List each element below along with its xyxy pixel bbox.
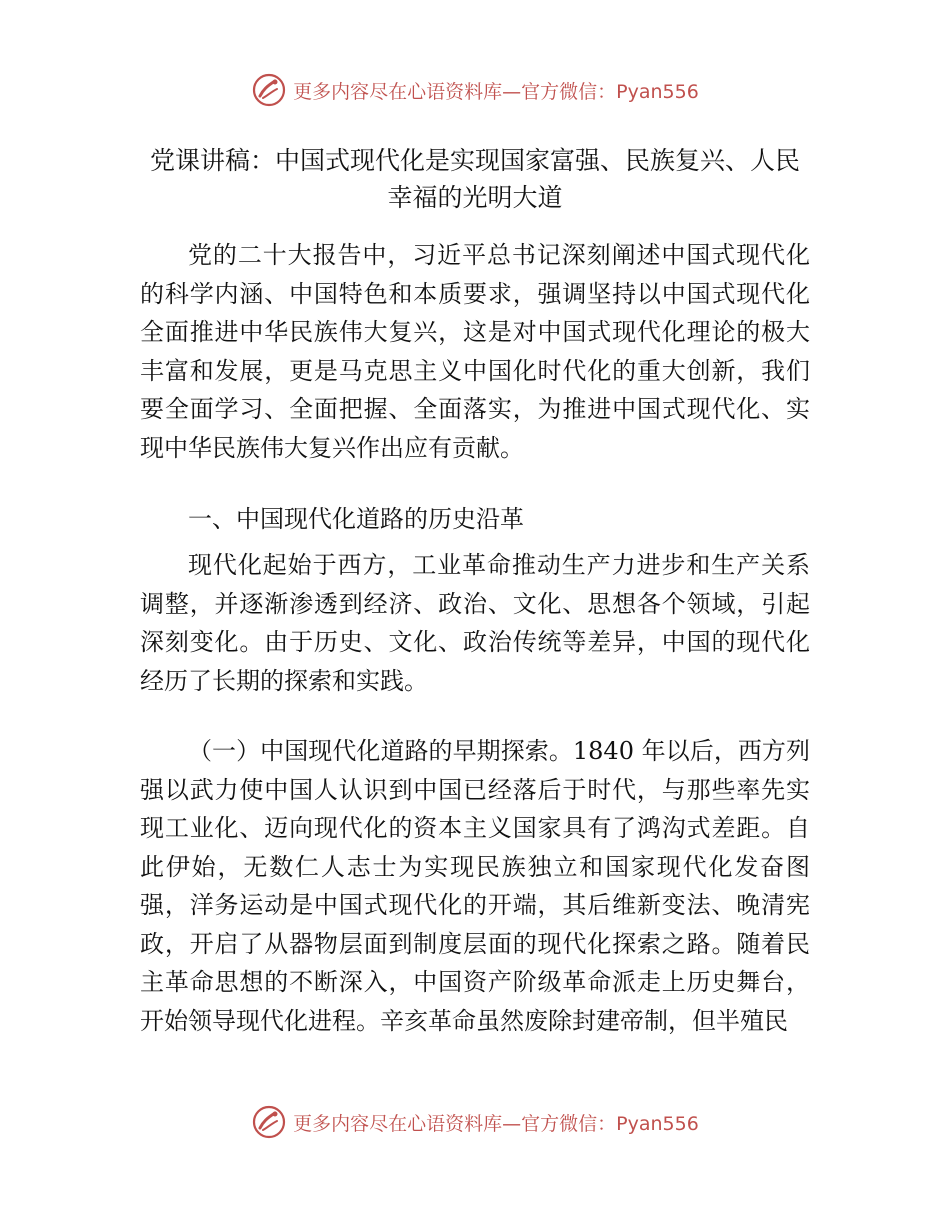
hand-with-pen-logo-icon (251, 72, 287, 108)
paragraph-early-exploration: （一）中国现代化道路的早期探索。1840 年以后，西方列强以武力使中国人认识到中国已经落后于时代，与那些率先实现工业化、迈向现代化的资本主义国家具有了鸿沟式差距。自此伊始，无数仁人志士为实现民族独立和国家现代化发奋图强，洋务运动是中国式现代化的开端，其后维新变法、晚清宪政，开启了从器物层面到制度层面的现代化探索之路。随着民主革命思想的不断深入，中国资产阶级革命派走上历史舞台，开始领导现代化进程。辛亥革命虽然废除封建帝制，但半殖民 (140, 737, 810, 1035)
hand-with-pen-logo-icon (251, 1104, 287, 1140)
paragraph-modernization-origin: 现代化起始于西方，工业革命推动生产力进步和生产关系调整，并逐渐渗透到经济、政治、文化、思想各个领域，引起深刻变化。由于历史、文化、政治传统等差异，中国的现代化经历了长期的探索和实践。 (140, 551, 810, 695)
page-title: 党课讲稿：中国式现代化是实现国家富强、民族复兴、人民幸福的光明大道 (149, 146, 800, 212)
paragraph-intro: 党的二十大报告中，习近平总书记深刻阐述中国式现代化的科学内涵、中国特色和本质要求，强调坚持以中国式现代化全面推进中华民族伟大复兴，这是对中国式现代化理论的极大丰富和发展，更是马克思主义中国化时代化的重大创新，我们要全面学习、全面把握、全面落实，为推进中国式现代化、实现中华民族伟大复兴作出应有贡献。 (140, 241, 810, 462)
section-heading: 一、中国现代化道路的历史沿革 (188, 505, 524, 533)
banner-text: 更多内容尽在心语资料库—官方微信：Pyan556 (293, 80, 699, 103)
footer-banner (0, 1100, 950, 1144)
banner-text: 更多内容尽在心语资料库—官方微信：Pyan556 (293, 1112, 699, 1135)
header-banner (0, 68, 950, 112)
